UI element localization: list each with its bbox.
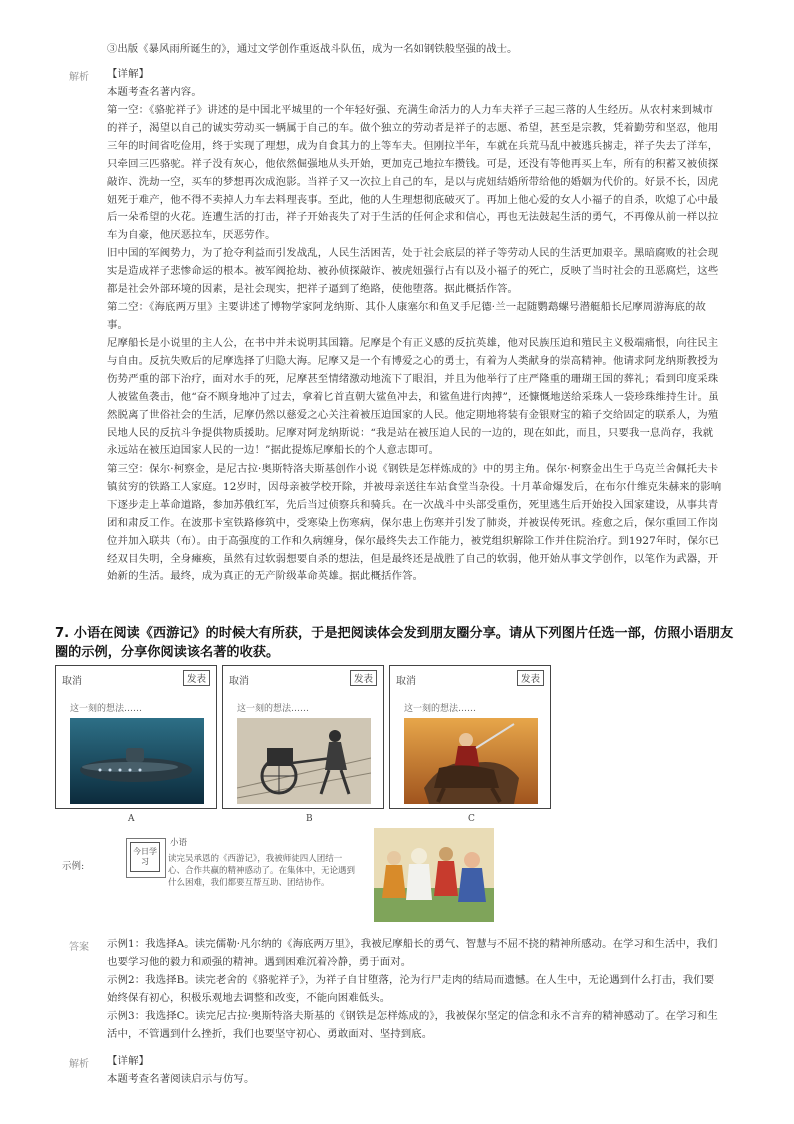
today-study-stamp: 今日学习 (130, 842, 160, 872)
moment-card-c[interactable] (389, 665, 551, 809)
card-label-a: A (128, 814, 135, 824)
analysis-intro: 本题考查名著内容。 (107, 86, 202, 98)
analysis-paragraph-3: 第二空：《海底两万里》主要讲述了博物学家阿龙纳斯、其仆人康塞尔和鱼叉手尼德·兰一起随鹦鹉螺号潜艇船长尼摩周游海底的故事。 (107, 301, 707, 331)
analysis-paragraph-1: 第一空：《骆驼祥子》讲述的是中国北平城里的一个年轻好强、充满生命活力的人力车夫祥子三起三落的人生经历。从农村来到城市的祥子，渴望以自己的诚实劳动买一辆属于自己的车。做个独立的劳动者是祥子的志愿、希望，甚至是宗教，凭着勤劳和坚忍，他用三年的时间省吃俭用，终于实现了理想，成为自食其力的上等车夫。但刚拉半年，车就在兵荒马乱中被逃兵掳走，祥子失去了洋车，只牵回三匹骆驼。祥子没有灰心，他依然倔强地从头开始，更加克己地拉车攒钱。可是，还没有等他再买上车，所有的积蓄又被侦探敲诈、洗劫一空，买车的梦想再次成泡影。当祥子又一次拉上自己的车，是以与虎妞结婚所带给他的婚姻为代价的。好景不长，因虎妞死于难产，他不得不卖掉人力车去料理丧事。至此，他的人生理想彻底破灭了。再加上他心爱的女人小福子的自杀，吹熄了心中最后一朵希望的火花。连遭生活的打击，祥子开始丧失了对于生活的任何企求和信心，再也无法鼓起生活的勇气，不再像从前一样以拉车为自豪，他厌恶拉车，厌恶劳作。 (107, 104, 719, 242)
thought-placeholder: 这一刻的想法…… (70, 704, 143, 714)
example-author: 小语 (170, 838, 188, 848)
example-text: 读完吴承恩的《西游记》，我被师徒四人团结一心、合作共赢的精神感动了。在集体中，无论遇到什么困难，我们都要互帮互助、团结协作。 (168, 854, 356, 888)
answer-tag: 答案 (69, 942, 89, 953)
analysis-tag: 解析 (69, 72, 89, 83)
rickshaw-image (237, 718, 371, 804)
analysis-detail-heading: 【详解】 (107, 68, 150, 80)
moment-card-b[interactable] (222, 665, 384, 809)
thought-placeholder: 这一刻的想法…… (404, 704, 477, 714)
journey-to-the-west-image (374, 828, 494, 922)
card-label-b: B (306, 814, 313, 824)
cavalry-battle-image (404, 718, 538, 804)
cancel-button[interactable]: 取消 (229, 676, 249, 687)
analysis-detail-heading-2: 【详解】 (107, 1055, 150, 1067)
previous-answer-line: ③出版《暴风雨所诞生的》，通过文学创作重返战斗队伍，成为一名如钢铁般坚强的战士。 (107, 43, 518, 55)
answer-example-2: 示例2：我选择B。读完老舍的《骆驼祥子》，为祥子自甘堕落，沦为行尸走肉的结局而遗憾。在人生中，无论遇到什么打击，我们要始终保有初心，积极乐观地去调整和改变，不能向困难低头。 (107, 974, 715, 1005)
cancel-button[interactable]: 取消 (396, 676, 416, 687)
post-button[interactable]: 发表 (183, 670, 210, 686)
thought-placeholder: 这一刻的想法…… (237, 704, 310, 714)
post-button[interactable]: 发表 (517, 670, 544, 686)
moment-card-a[interactable] (55, 665, 217, 809)
analysis-paragraph-4: 尼摩船长是小说里的主人公，在书中并未说明其国籍。尼摩是个有正义感的反抗英雄，他对民族压迫和殖民主义极端痛恨，向往民主与自由。反抗失败后的尼摩选择了归隐大海。尼摩又是一个有博爱之心的勇士，有着为人类献身的崇高精神。他请求阿龙纳斯教授为伤势严重的部下治疗，面对水手的死，尼摩甚至情绪激动地流下了眼泪，并且为他举行了庄严隆重的珊瑚王国的葬礼；看到印度采珠人被鲨鱼袭击，他“奋不顾身地冲了过去，拿着匕首直朝大鲨鱼冲去，和鲨鱼进行肉搏”，还慷慨地送给采珠人一袋珍珠维持生计。虽然脱离了世俗社会的生活，尼摩仍然以慈爱之心关注着被压迫国家的人民。他定期地将装有金银财宝的箱子交给固定的联系人，为殖民地人民的反抗斗争提供物质援助。尼摩对阿龙纳斯说：“我是站在被压迫人民的一边的，现在如此，而且，只要我一息尚存，我就永远站在被压迫国家人民的一边！”据此提炼尼摩船长的个人意志即可。 (107, 337, 719, 457)
answer-example-3: 示例3：我选择C。读完尼古拉·奥斯特洛夫斯基的《钢铁是怎样炼成的》，我被保尔坚定的信念和永不言弃的精神感动了。在学习和生活中，不管遇到什么挫折，我们也要坚守初心、勇敢面对、坚持到底。 (107, 1010, 718, 1041)
analysis-tag-2: 解析 (69, 1059, 89, 1070)
analysis-paragraph-2: 旧中国的军阀势力，为了抢夺利益而引发战乱，人民生活困苦，处于社会底层的祥子等劳动人民的生活更加艰辛。黑暗腐败的社会现实是造成祥子悲惨命运的根本。被军阀抢劫、被孙侦探敲诈、被虎妞强行占有以及小福子的死亡，反映了当时社会的丑恶腐烂，这些都是社会外部环境的因素，是社会现实，把祥子逼到了绝路，使他堕落。据此概括作答。 (107, 247, 719, 295)
example-label: 示例: (62, 861, 85, 872)
analysis-intro-2: 本题考查名著阅读启示与仿写。 (107, 1073, 255, 1085)
question-7-title: 7. 小语在阅读《西游记》的时候大有所获，于是把阅读体会发到朋友圈分享。请从下列图片任选一部，仿照小语朋友圈的示例，分享你阅读该名著的收获。 (55, 626, 734, 660)
card-label-c: C (468, 814, 475, 824)
submarine-image (70, 718, 204, 804)
analysis-paragraph-5: 第三空：保尔·柯察金，是尼古拉·奥斯特洛夫斯基创作小说《钢铁是怎样炼成的》中的男主角。保尔·柯察金出生于乌克兰舍佩托夫卡镇贫穷的铁路工人家庭。12岁时，因母亲被学校开除，并被母亲送往车站食堂当杂役。十月革命爆发后，在布尔什维克朱赫来的影响下逐步走上革命道路，参加苏俄红军，先后当过侦察兵和骑兵。在一次战斗中头部受重伤，死里逃生后开始投入国家建设，从事共青团和肃反工作。在波那卡室铁路修筑中，受寒染上伤寒病，保尔患上伤寒并引发了肺炎，并被误传死讯。痊愈之后，保尔重回工作岗位并加入联共（布）。由于高强度的工作和久病缠身，保尔最终失去工作能力，被党组织解除工作并住院治疗。到1927年时，保尔已经双目失明，全身瘫痪，虽然有过软弱想要自杀的想法，但是最终还是战胜了自己的软弱，他开始从事文学创作，以笔作为武器，开始新的生活。最终，成为真正的无产阶级革命英雄。据此概括作答。 (107, 463, 722, 583)
answer-example-1: 示例1：我选择A。读完儒勒·凡尔纳的《海底两万里》，我被尼摩船长的勇气、智慧与不屈不挠的精神所感动。在学习和生活中，我们也要学习他的毅力和顽强的精神。遇到困难沉着冷静，勇于面对。 (107, 938, 718, 969)
post-button[interactable]: 发表 (350, 670, 377, 686)
cancel-button[interactable]: 取消 (62, 676, 82, 687)
